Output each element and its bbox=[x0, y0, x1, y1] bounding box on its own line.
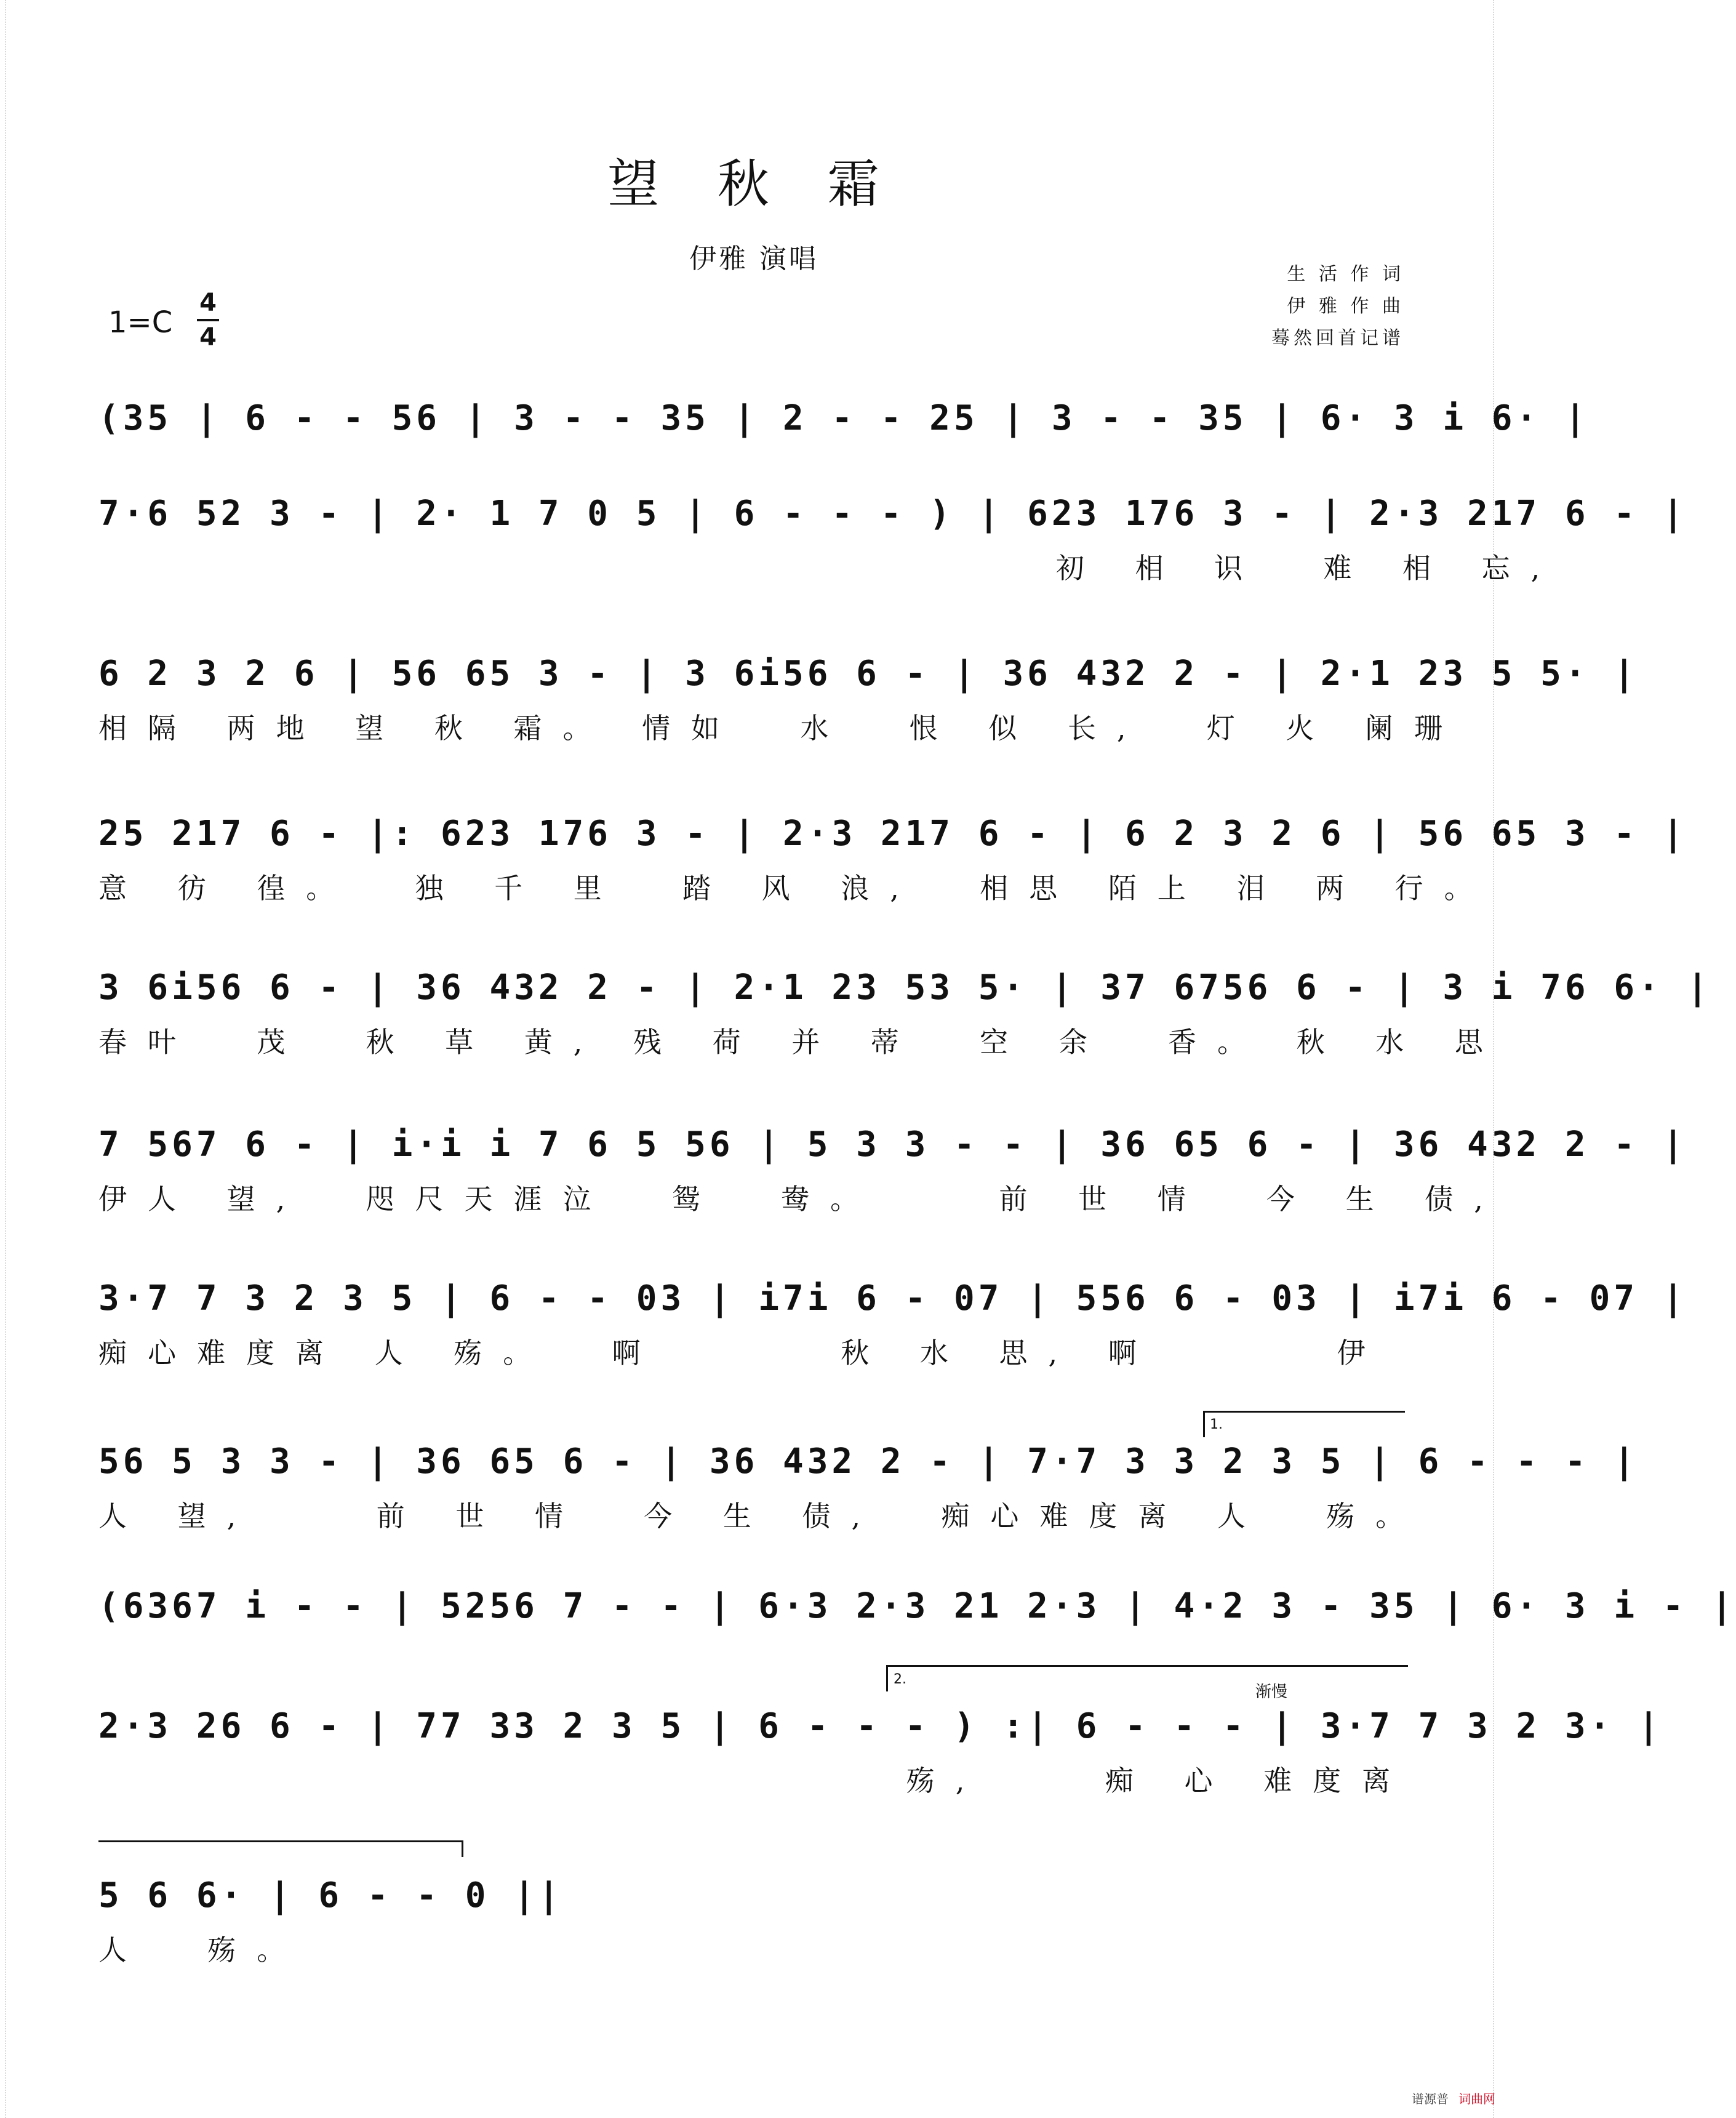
system-7 bbox=[98, 1274, 1687, 1370]
lyrics-line: 伊人 望, 咫尺天涯泣 鸳 鸯。 前 世 情 今 生 债, bbox=[98, 1182, 1504, 1216]
time-top: 4 bbox=[199, 289, 217, 317]
footer-left: 谱源普 bbox=[1412, 2092, 1449, 2106]
volta-2-continuation bbox=[98, 1840, 463, 1857]
time-signature bbox=[196, 287, 220, 353]
system-1 bbox=[98, 394, 1590, 468]
notes-line: 3·7 7 3 2 3 5 | 6 - - 03 | i7i 6 - 07 | 556 6 - 03 | i7i 6 - 07 | bbox=[98, 1278, 1687, 1318]
lyrics-line: 春叶 茂 秋 草 黄, 残 荷 并 蒂 空 余 香。 秋 水 思 bbox=[98, 1025, 1504, 1059]
notes-line: 6 2 3 2 6 | 56 65 3 - | 3 6i56 6 - | 36 432 2 - | 2·1 23 5 5· | bbox=[98, 654, 1639, 694]
lyrics-line: 殇, 痴 心 难度离 bbox=[98, 1764, 1412, 1797]
volta-2-label: 2. bbox=[894, 1672, 906, 1687]
footer-right: 词曲网 bbox=[1458, 2092, 1495, 2106]
transcriber: 蓦然回首记谱 bbox=[1271, 327, 1404, 349]
system-6 bbox=[98, 1120, 1687, 1216]
credits bbox=[1271, 259, 1404, 355]
lyrics-line: 相隔 两地 望 秋 霜。 情如 水 恨 似 长, 灯 火 阑珊 bbox=[98, 712, 1463, 745]
notes-line: 25 217 6 - |: 623 176 3 - | 2·3 217 6 - | 6 2 3 2 6 | 56 65 3 - | bbox=[98, 814, 1687, 854]
volta-2-bracket bbox=[886, 1665, 1408, 1691]
system-9 bbox=[98, 1582, 1736, 1656]
notes-line: 56 5 3 3 - | 36 65 6 - | 36 432 2 - | 7·7 3 3 2 3 5 | 6 - - - | bbox=[98, 1442, 1639, 1482]
notes-line: 7 567 6 - | i·i i 7 6 5 56 | 5 3 3 - - | 36 65 6 - | 36 432 2 - | bbox=[98, 1125, 1687, 1165]
time-bar bbox=[197, 319, 219, 321]
system-8 bbox=[98, 1437, 1639, 1533]
notes-line: (6367 i - - | 5256 7 - - | 6·3 2·3 21 2·3 | 4·2 3 - 35 | 6· 3 i - | bbox=[98, 1586, 1736, 1626]
volta-1-bracket bbox=[1203, 1411, 1405, 1437]
notes-line: (35 | 6 - - 56 | 3 - - 35 | 2 - - 25 | 3 - - 35 | 6· 3 i 6· | bbox=[98, 398, 1590, 438]
notes-line: 3 6i56 6 - | 36 432 2 - | 2·1 23 53 5· | 37 6756 6 - | 3 i 76 6· | bbox=[98, 968, 1712, 1008]
lyrics-line: 初 相 识 难 相 忘, bbox=[98, 552, 1561, 585]
lyrics-line: 人 望, 前 世 情 今 生 债, 痴心难度离 人 殇。 bbox=[98, 1499, 1425, 1533]
singer: 伊雅 演唱 bbox=[689, 243, 818, 275]
system-2 bbox=[98, 489, 1687, 585]
notes-line: 5 6 6· | 6 - - 0 || bbox=[98, 1875, 563, 1915]
notes-line: 2·3 26 6 - | 77 33 2 3 5 | 6 - - - ) :| 6 - - - | 3·7 7 3 2 3· | bbox=[98, 1706, 1663, 1746]
song-title: 望 秋 霜 bbox=[607, 154, 900, 214]
lyricist: 生 活 作 词 bbox=[1287, 263, 1404, 285]
system-3 bbox=[98, 649, 1639, 745]
lyrics-line: 痴心难度离 人 殇。 啊 秋 水 思, 啊 伊 bbox=[98, 1336, 1386, 1370]
composer: 伊 雅 作 曲 bbox=[1287, 295, 1404, 317]
system-4 bbox=[98, 809, 1687, 905]
system-11 bbox=[98, 1871, 1409, 1967]
system-10 bbox=[98, 1702, 1663, 1797]
tempo-marking: 渐慢 bbox=[1255, 1683, 1288, 1701]
lyrics-line: 意 彷 徨。 独 千 里 踏 风 浪, 相思 陌上 泪 两 行。 bbox=[98, 872, 1494, 905]
system-5 bbox=[98, 963, 1712, 1059]
key-signature: 1=C bbox=[108, 305, 173, 340]
notes-line: 7·6 52 3 - | 2· 1 7 0 5 | 6 - - - ) | 623 176 3 - | 2·3 217 6 - | bbox=[98, 494, 1687, 534]
left-margin-rule bbox=[5, 0, 15, 2118]
lyrics-line: 人 殇。 bbox=[98, 1933, 306, 1967]
volta-1-label: 1. bbox=[1210, 1417, 1223, 1432]
right-margin-rule bbox=[1493, 0, 1503, 2118]
time-bottom: 4 bbox=[199, 323, 217, 351]
